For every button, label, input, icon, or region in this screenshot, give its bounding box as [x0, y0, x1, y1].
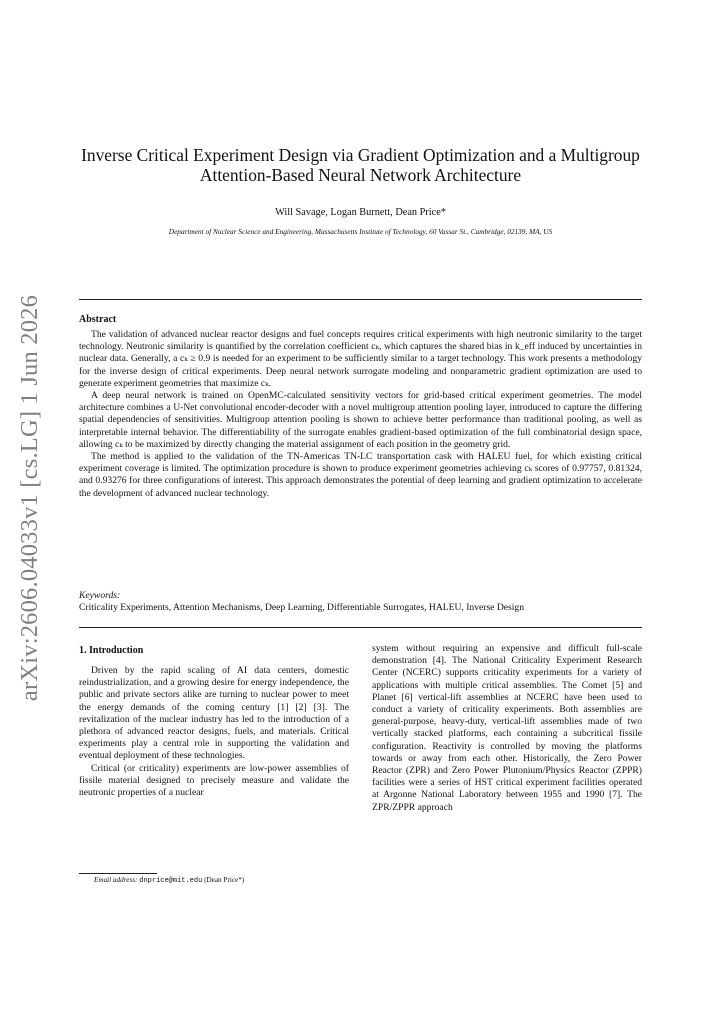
section-heading: 1. Introduction	[79, 645, 144, 656]
footnote-label: Email address:	[94, 876, 138, 884]
divider-bottom	[79, 627, 642, 628]
footnote-name: (Dean Price*)	[204, 876, 245, 884]
abstract-paragraph: The method is applied to the validation of the TN-Americas TN-LC transportation cask with HALEU fuel, for which existing critical experiment coverage is limited. The optimization procedure is shown to produce experiment geometries achieving cₖ scores of 0.97757, 0.81324, and 0.93276 for three configurations of interest. This approach demonstrates the potential of deep learning and gradient optimization to accelerate the development of advanced nuclear technology.	[79, 451, 642, 499]
footnote-divider	[79, 873, 157, 874]
paper-title: Inverse Critical Experiment Design via Gradient Optimization and a Multigroup Attention-Based Neural Network Architecture	[81, 145, 640, 185]
abstract-paragraph: The validation of advanced nuclear reactor designs and fuel concepts requires critical experiments with high neutronic similarity to the target technology. Neutronic similarity is quantified by the correlation coefficient cₖ, which captures the shared bias in k_eff induced by uncertainties in nuclear data. Generally, a cₖ ≥ 0.9 is needed for an experiment to be sufficiently similar to a target technology. This work presents a methodology for the inverse design of critical experiments. Deep neural network surrogate modeling and nonparametric gradient optimization are used to generate experiment geometries that maximize cₖ.	[79, 329, 642, 389]
body-paragraph: system without requiring an expensive and difficult full-scale demonstration [4]. The National Criticality Experiment Research Center (NCERC) supports criticality experiments for a variety of applications with multiple critical assemblies. The Comet [5] and Planet [6] vertical-lift assemblies at NCERC have been used to conduct a variety of criticality experiments. Both assemblies are general-purpose, heavy-duty, vertical-lift assemblies made of two vertically stacked platforms, each containing a subcritical fissile configuration. Reactivity is controlled by moving the platforms towards or away from each other. Historically, the Zero Power Reactor (ZPR) and Zero Power Plutonium/Physics Reactor (ZPPR) facilities were a series of HST critical experiment facilities operated at Argonne National Laboratory between 1955 and 1990 [7]. The ZPR/ZPPR approach	[372, 643, 642, 813]
abstract-section	[79, 314, 642, 500]
abstract-paragraph: A deep neural network is trained on OpenMC-calculated sensitivity vectors for grid-based critical experiment geometries. The model architecture combines a U-Net convolutional encoder-decoder with a novel multigroup attention pooling layer, introduced to capture the differing spatial dependencies of sensitivities. Multigroup attention pooling is shown to achieve better performance than traditional pooling, as well as interpretable internal behavior. The differentiability of the surrogate enables gradient-based optimization of the full combinatorial design space, allowing cₖ to be maximized by directly changing the material assignment of each position in the geometry grid.	[79, 390, 642, 450]
divider-top	[79, 299, 642, 300]
arxiv-identifier	[6, 294, 54, 701]
arxiv-identifier-text: arXiv:2606.04033v1 [cs.LG] 1 Jun 2026	[16, 294, 43, 701]
body-column-right	[372, 643, 642, 814]
keywords-heading: Keywords:	[79, 590, 121, 601]
footnote	[94, 876, 354, 885]
body-column-left	[79, 643, 349, 799]
author-affiliation: Department of Nuclear Science and Engineering, Massachusetts Institute of Technology, 60 Vassar St., Cambridge, 02139, MA, US	[168, 227, 553, 236]
keywords-section	[79, 590, 642, 614]
body-paragraph: Critical (or criticality) experiments are low-power assemblies of fissile material designed to precisely measure and validate the neutronic properties of a nuclear	[79, 762, 349, 799]
author-list: Will Savage, Logan Burnett, Dean Price*	[275, 207, 446, 218]
body-paragraph: Driven by the rapid scaling of AI data centers, domestic reindustrialization, and a growing desire for energy independence, the public and private sectors alike are turning to nuclear power to meet the energy demands of the coming century [1] [2] [3]. The revitalization of the nuclear industry has led to the introduction of a plethora of advanced reactor designs, fuels, and materials. Critical experiments play a central role in supporting the validation and eventual deployment of these technologies.	[79, 665, 349, 762]
footnote-email: dnprice@mit.edu	[139, 877, 203, 885]
abstract-heading: Abstract	[79, 314, 117, 325]
keywords-list: Criticality Experiments, Attention Mechanisms, Deep Learning, Differentiable Surrogates, HALEU, Inverse Design	[79, 602, 525, 614]
